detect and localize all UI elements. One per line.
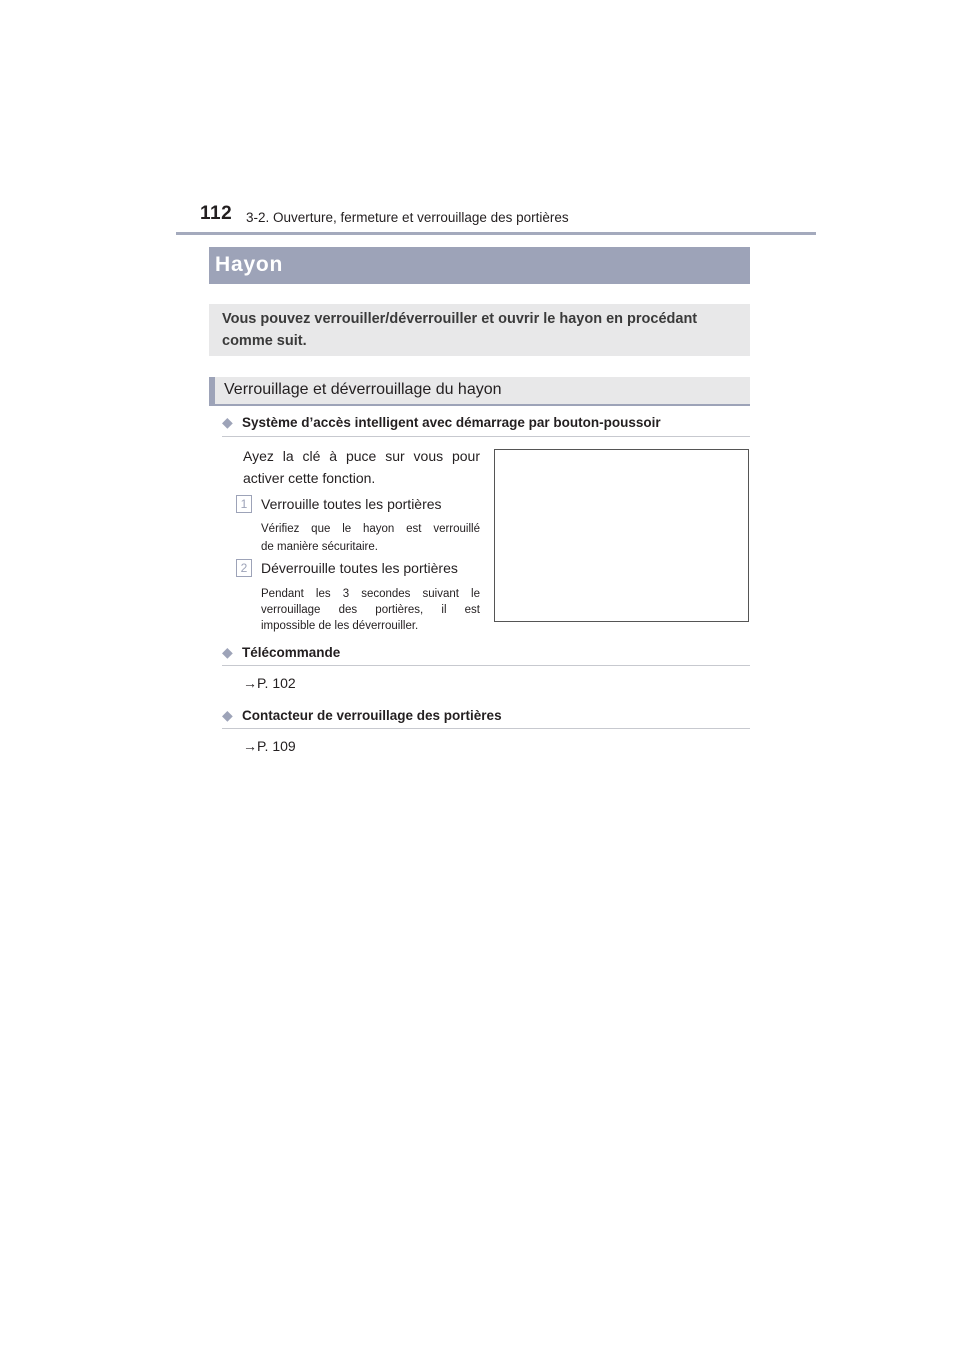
diamond-icon: ◆ xyxy=(222,644,233,660)
door-switch-page-ref[interactable]: →P. 109 xyxy=(243,738,296,754)
remote-page-ref[interactable]: →P. 102 xyxy=(243,675,296,691)
unlock-all-label: Déverrouille toutes les portières xyxy=(261,560,458,576)
subsection-divider xyxy=(222,665,750,666)
page-title: Hayon xyxy=(215,253,284,276)
step-number-1: 1 xyxy=(236,495,252,513)
header-divider xyxy=(176,232,816,235)
smart-access-heading: Système d’accès intelligent avec démarrage par bouton-poussoir xyxy=(242,415,661,430)
title-bar xyxy=(209,247,750,284)
subsection-divider xyxy=(222,728,750,729)
intro-text: Vous pouvez verrouiller/déverrouiller et ouvrir le hayon en procédant comme suit. xyxy=(222,311,698,349)
lock-note-line2: de manière sécuritaire. xyxy=(261,541,378,553)
unlock-note-line1: Pendant les 3 secondes suivant le xyxy=(261,588,480,600)
section-divider xyxy=(209,404,750,406)
diamond-icon: ◆ xyxy=(222,414,233,430)
chapter-heading: 3-2. Ouverture, fermeture et verrouillage des portières xyxy=(246,210,569,225)
lock-all-label: Verrouille toutes les portières xyxy=(261,496,442,512)
subsection-divider xyxy=(222,436,750,437)
section-title: Verrouillage et déverrouillage du hayon xyxy=(224,381,502,398)
unlock-note-line2: verrouillage des portières, il est xyxy=(261,604,480,616)
remote-heading: Télécommande xyxy=(242,645,341,660)
smart-access-intro-line1: Ayez la clé à puce sur vous pour xyxy=(243,448,480,464)
illustration-frame xyxy=(494,449,749,622)
page-number: 112 xyxy=(200,203,233,224)
door-switch-heading: Contacteur de verrouillage des portières xyxy=(242,708,502,723)
lock-note-line1: Vérifiez que le hayon est verrouillé xyxy=(261,523,480,535)
smart-access-intro-line2: activer cette fonction. xyxy=(243,470,376,486)
diamond-icon: ◆ xyxy=(222,707,233,723)
section-accent xyxy=(209,377,215,404)
unlock-note-line3: impossible de les déverrouiller. xyxy=(261,620,419,632)
step-number-2: 2 xyxy=(236,559,252,577)
